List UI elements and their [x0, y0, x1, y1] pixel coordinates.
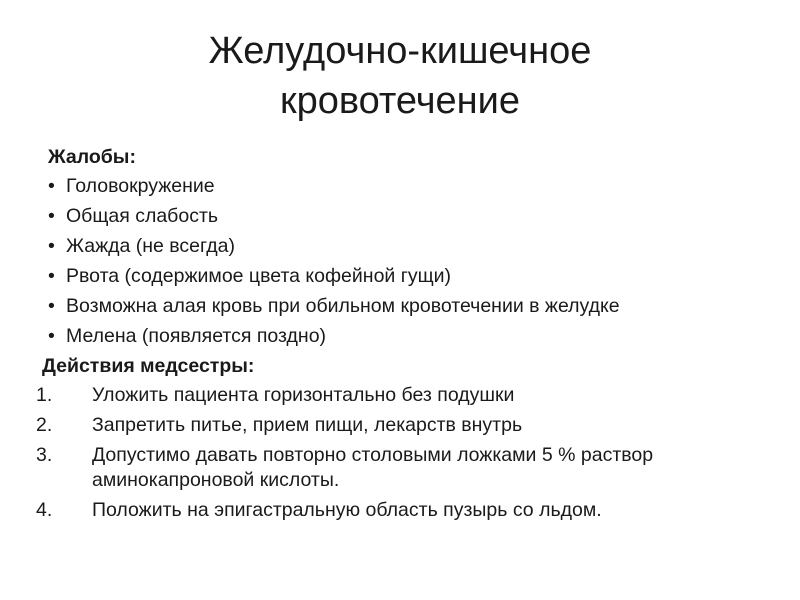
nurse-actions-list	[36, 383, 776, 523]
list-item	[36, 383, 776, 408]
complaints-heading: Жалобы:	[48, 146, 136, 168]
list-item-text: Мелена (появляется поздно)	[66, 325, 327, 347]
nurse-actions-heading: Действия медсестры:	[42, 355, 255, 377]
slide-title-line-2: кровотечение	[279, 80, 521, 122]
slide-title	[0, 26, 800, 126]
bullet-icon: •	[48, 325, 55, 347]
step-number: 2.	[36, 414, 53, 436]
list-item	[36, 234, 776, 259]
complaints-list	[36, 174, 776, 349]
bullet-icon: •	[48, 205, 55, 227]
list-item-text: Общая слабость	[66, 205, 219, 227]
list-item	[36, 174, 776, 199]
bullet-icon: •	[48, 235, 55, 257]
step-number: 4.	[36, 499, 53, 521]
step-text: Положить на эпигастральную область пузырь со льдом.	[92, 499, 602, 521]
list-item-text: Возможна алая кровь при обильном кровотечении в желудке	[66, 295, 620, 317]
list-item	[36, 204, 776, 229]
step-text: Запретить питье, прием пищи, лекарств внутрь	[92, 414, 523, 436]
list-item-text: Головокружение	[66, 175, 215, 197]
list-item	[36, 443, 776, 493]
list-item	[36, 294, 776, 319]
step-text: Допустимо давать повторно столовыми ложками 5 % раствор аминокапроновой кислоты.	[92, 444, 654, 491]
step-text: Уложить пациента горизонтально без подушки	[92, 384, 515, 406]
slide-title-line-1: Желудочно-кишечное	[208, 30, 592, 72]
step-number: 3.	[36, 444, 53, 466]
step-number: 1.	[36, 384, 53, 406]
list-item	[36, 324, 776, 349]
bullet-icon: •	[48, 295, 55, 317]
list-item-text: Рвота (содержимое цвета кофейной гущи)	[66, 265, 452, 287]
list-item	[36, 264, 776, 289]
list-item-text: Жажда (не всегда)	[66, 235, 235, 257]
list-item	[36, 498, 776, 523]
slide-content	[36, 145, 776, 528]
bullet-icon: •	[48, 265, 55, 287]
bullet-icon: •	[48, 175, 55, 197]
list-item	[36, 413, 776, 438]
